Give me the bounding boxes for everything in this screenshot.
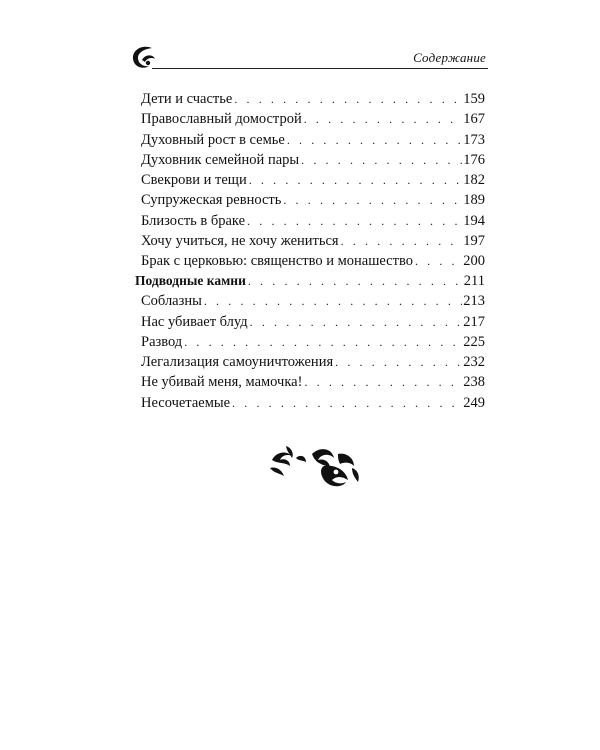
toc-entry-page: 213 bbox=[463, 293, 485, 310]
toc-entry[interactable] bbox=[135, 231, 485, 251]
toc-entry[interactable] bbox=[135, 109, 485, 129]
toc-entry-title: Свекрови и тещи bbox=[141, 172, 247, 189]
toc-entry[interactable] bbox=[135, 251, 485, 271]
dot-leader bbox=[335, 352, 462, 372]
toc-entry-page: 249 bbox=[463, 394, 485, 411]
toc-entry-page: 217 bbox=[463, 313, 485, 330]
toc-entry-title: Духовник семейной пары bbox=[141, 151, 300, 168]
dot-leader bbox=[304, 109, 463, 129]
dot-leader bbox=[304, 372, 462, 392]
toc-entry[interactable] bbox=[135, 372, 485, 392]
toc-entry-page: 232 bbox=[463, 354, 485, 371]
dot-leader bbox=[283, 190, 462, 210]
dot-leader bbox=[248, 271, 463, 291]
floral-ornament-icon bbox=[266, 440, 362, 490]
toc-entry-title: Дети и счастье bbox=[141, 91, 233, 107]
dot-leader bbox=[247, 211, 462, 231]
toc-entry-page: 189 bbox=[463, 192, 485, 209]
toc-entry-title: Близость в браке bbox=[141, 212, 246, 229]
toc-entry-title: Духовный рост в семье bbox=[141, 131, 285, 148]
toc-entry-page: 194 bbox=[463, 212, 485, 229]
toc-entry[interactable] bbox=[135, 211, 485, 231]
toc-section-heading[interactable] bbox=[135, 271, 485, 291]
toc-entry-page: 200 bbox=[463, 253, 485, 270]
dot-leader bbox=[341, 231, 463, 251]
toc-entry-page: 176 bbox=[463, 151, 485, 168]
dot-leader bbox=[232, 393, 462, 413]
toc-entry[interactable] bbox=[135, 190, 485, 210]
toc-entry[interactable] bbox=[135, 150, 485, 170]
toc-entry-page: 173 bbox=[463, 131, 485, 148]
toc-entry-page: 225 bbox=[463, 333, 485, 350]
toc-entry-page: 159 bbox=[463, 91, 485, 107]
toc-entry-page: 182 bbox=[463, 172, 485, 189]
toc-entry-title: Легализация самоуничтожения bbox=[141, 354, 334, 371]
dot-leader bbox=[184, 332, 462, 352]
toc-entry[interactable] bbox=[135, 291, 485, 311]
toc-section-page: 211 bbox=[463, 273, 485, 289]
toc-entry-title: Соблазны bbox=[141, 293, 202, 310]
toc-entry-title: Не убивай меня, мамочка! bbox=[141, 374, 303, 391]
dot-leader bbox=[250, 312, 463, 332]
toc-entry-title: Брак с церковью: священство и монашество bbox=[141, 253, 413, 270]
toc-entry-title: Нас убивает блуд bbox=[141, 313, 248, 330]
toc-entry[interactable] bbox=[135, 89, 485, 109]
toc-entry-page: 167 bbox=[463, 111, 485, 128]
dot-leader bbox=[287, 130, 462, 150]
toc-entry[interactable] bbox=[135, 332, 485, 352]
dot-leader bbox=[415, 251, 462, 271]
toc-entry-title: Православный домострой bbox=[141, 111, 302, 128]
toc-entry[interactable] bbox=[135, 130, 485, 150]
running-header-title: Содержание bbox=[413, 50, 486, 65]
toc-entry-page: 238 bbox=[463, 374, 485, 391]
toc-entry-title: Несочетаемые bbox=[141, 394, 231, 411]
dot-leader bbox=[249, 170, 463, 190]
toc-entry-title: Развод bbox=[141, 333, 183, 350]
toc-entry[interactable] bbox=[135, 312, 485, 332]
floral-flourish-icon bbox=[128, 42, 160, 74]
toc-entry-title: Хочу учиться, не хочу жениться bbox=[141, 233, 339, 250]
toc-entry-page: 197 bbox=[463, 233, 485, 250]
toc-entry[interactable] bbox=[135, 393, 485, 413]
toc-group-b bbox=[135, 271, 485, 413]
toc-entry[interactable] bbox=[135, 170, 485, 190]
dot-leader bbox=[204, 291, 462, 311]
toc-group-a bbox=[135, 89, 485, 272]
dot-leader bbox=[301, 150, 462, 170]
toc-entry-title: Супружеская ревность bbox=[141, 192, 282, 209]
dot-leader bbox=[234, 89, 462, 109]
toc-entry[interactable] bbox=[135, 352, 485, 372]
toc-section-title: Подводные камни bbox=[135, 273, 246, 288]
header-rule bbox=[152, 68, 488, 69]
